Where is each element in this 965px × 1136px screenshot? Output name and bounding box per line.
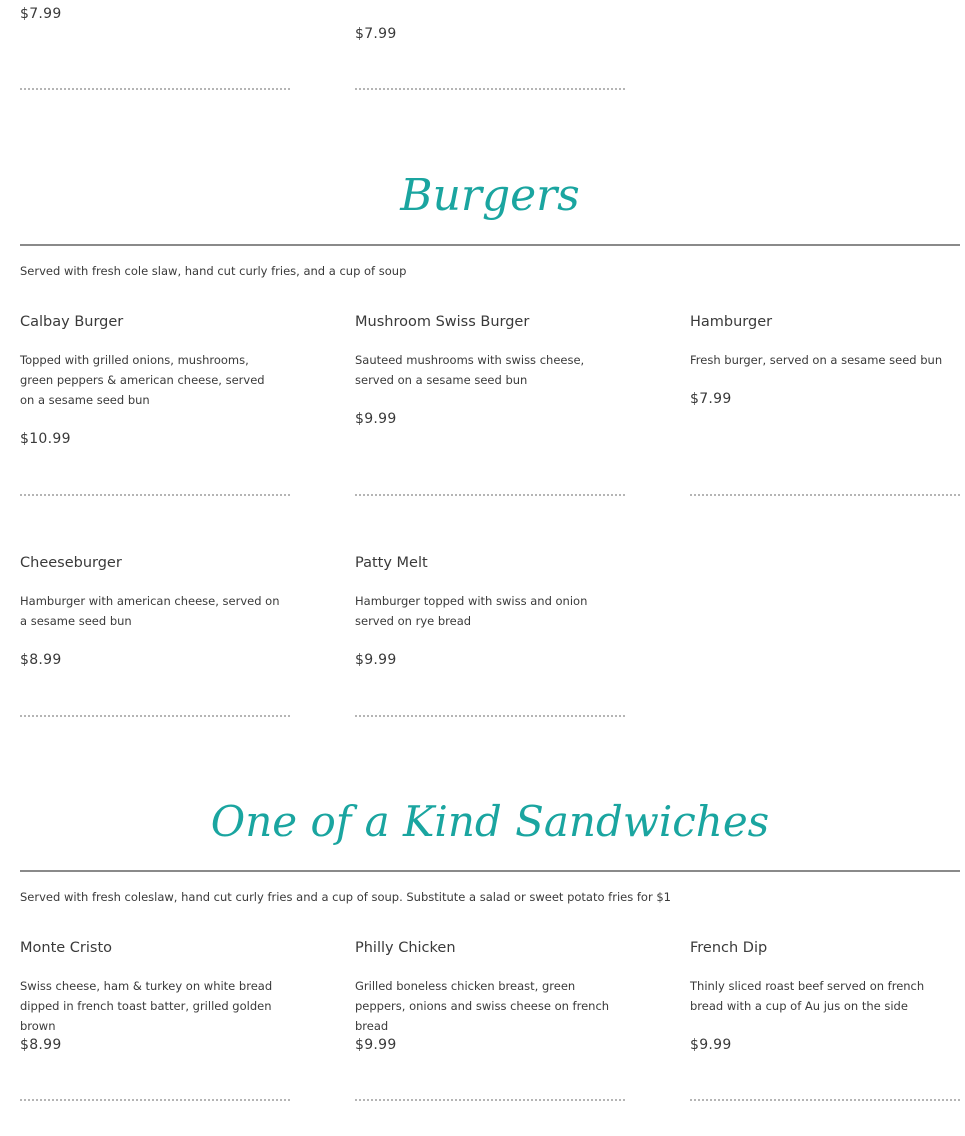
item-description: Grilled boneless chicken breast, green peppers, onions and swiss cheese on french bread [355,979,610,1033]
item-divider [355,1099,625,1101]
menu-item-french-dip [690,940,960,1053]
item-name: Calbay Burger [20,314,124,330]
item-description: Hamburger with american cheese, served on a sesame seed bun [20,594,280,628]
section-description: Served with fresh cole slaw, hand cut curly fries, and a cup of soup [20,264,407,278]
menu-item-cheeseburger [20,555,290,668]
item-price: $8.99 [20,1037,62,1053]
menu-item-hamburger [690,314,960,407]
menu-item-patty-melt [355,555,625,668]
item-price: $9.99 [355,652,397,668]
item-name: Patty Melt [355,555,428,571]
item-price: $10.99 [20,431,71,447]
item-description: Swiss cheese, ham & turkey on white bread dipped in french toast batter, grilled golden brown [20,979,273,1033]
item-price: $7.99 [20,6,62,22]
menu-item-philly-chicken [355,940,625,1053]
section-description: Served with fresh coleslaw, hand cut curly fries and a cup of soup. Substitute a salad or sweet potato fries for $1 [20,890,671,904]
item-description: Thinly sliced roast beef served on french bread with a cup of Au jus on the side [690,979,925,1013]
item-divider [690,494,960,496]
item-name: Hamburger [690,314,773,330]
item-price: $8.99 [20,652,62,668]
section-title-sandwiches: One of a Kind Sandwiches [210,797,770,846]
menu-item-mushroom-swiss-burger [355,314,625,427]
section-divider [20,870,960,872]
item-price: $9.99 [355,411,397,427]
item-description: Topped with grilled onions, mushrooms, green peppers & american cheese, served on a sesame seed bun [20,353,265,407]
section-title-burgers: Burgers [400,170,580,221]
item-name: French Dip [690,940,768,956]
item-divider [20,1099,290,1101]
section-divider [20,244,960,246]
item-price: $9.99 [355,1037,397,1053]
item-name: Monte Cristo [20,940,113,956]
item-divider [690,1099,960,1101]
top-partial-section [0,0,965,100]
item-price: $9.99 [690,1037,732,1053]
item-divider [355,715,625,717]
item-description: Sauteed mushrooms with swiss cheese, served on a sesame seed bun [355,353,585,387]
item-divider [20,494,290,496]
item-name: Philly Chicken [355,940,456,956]
item-price: $7.99 [690,391,732,407]
item-divider [20,88,290,90]
menu-item-monte-cristo [20,940,290,1053]
item-price: $7.99 [355,26,397,42]
menu-item-calbay-burger [20,314,290,447]
item-description: Fresh burger, served on a sesame seed bun [690,353,943,367]
item-divider [355,88,625,90]
item-name: Mushroom Swiss Burger [355,314,530,330]
item-description: Hamburger topped with swiss and onion served on rye bread [355,594,588,628]
item-name: Cheeseburger [20,555,122,571]
item-divider [20,715,290,717]
item-divider [355,494,625,496]
